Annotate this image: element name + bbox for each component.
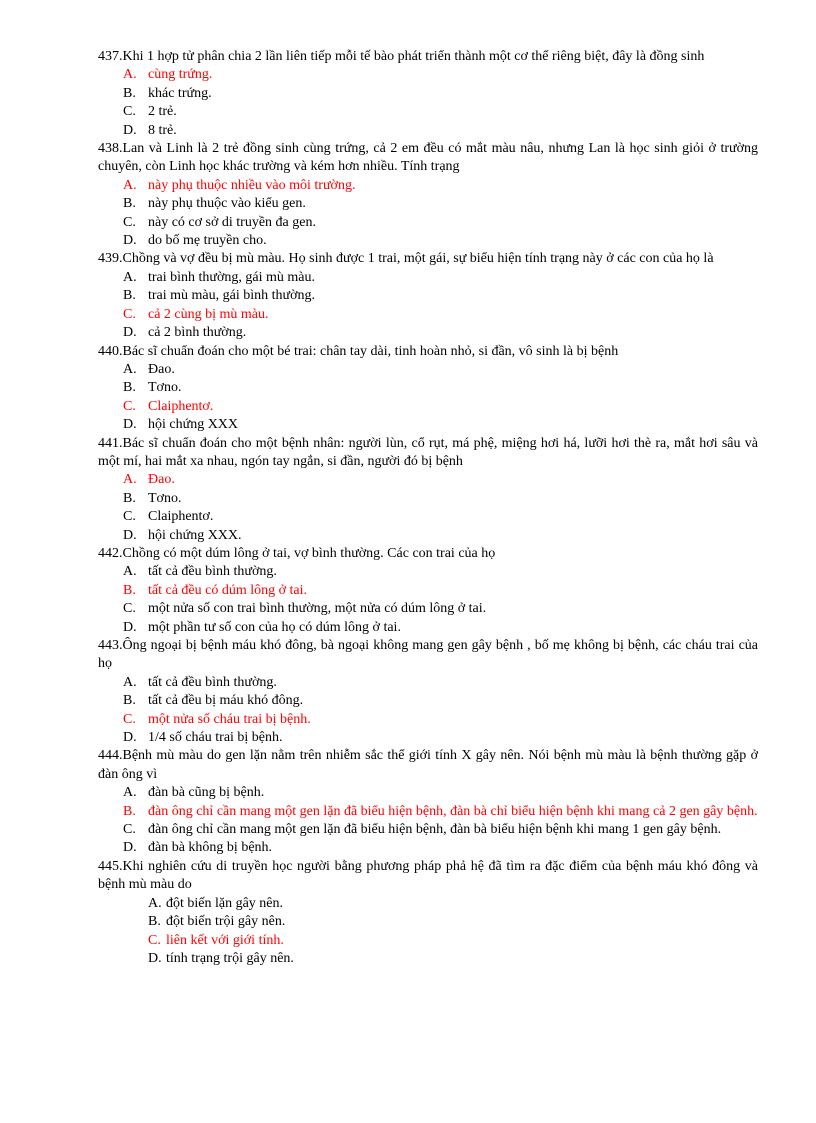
option-text: tất cả đều bình thường. bbox=[148, 674, 277, 690]
option-text: một nửa số con trai bình thường, một nửa có dúm lông ở tai. bbox=[148, 601, 487, 617]
answer-option bbox=[123, 103, 758, 121]
option-text: đàn bà cũng bị bệnh. bbox=[148, 785, 265, 801]
option-text: này phụ thuộc vào kiểu gen. bbox=[148, 196, 306, 212]
answer-option bbox=[123, 563, 758, 581]
answer-option bbox=[123, 508, 758, 526]
answer-option-correct bbox=[148, 932, 758, 950]
answer-option bbox=[123, 287, 758, 305]
question-block bbox=[98, 250, 758, 342]
answer-option bbox=[123, 619, 758, 637]
answer-option bbox=[123, 784, 758, 802]
answer-option-correct bbox=[123, 177, 758, 195]
option-label: B. bbox=[123, 380, 136, 396]
option-label: B. bbox=[123, 582, 136, 598]
option-text: Tơno. bbox=[148, 490, 182, 506]
answer-option-correct bbox=[123, 582, 758, 600]
answer-option bbox=[123, 600, 758, 618]
option-text: một phần tư số con của họ có dúm lông ở tai. bbox=[148, 619, 401, 635]
answer-option bbox=[123, 821, 758, 839]
option-label: A. bbox=[123, 177, 137, 193]
option-text: trai bình thường, gái mù màu. bbox=[148, 269, 316, 285]
question-block bbox=[98, 435, 758, 545]
option-label: C. bbox=[123, 601, 136, 617]
option-text: tính trạng trội gây nên. bbox=[166, 950, 294, 966]
option-text: cả 2 cùng bị mù màu. bbox=[148, 306, 269, 322]
option-text: đột biến lặn gây nên. bbox=[166, 895, 284, 911]
option-label: A. bbox=[123, 361, 137, 377]
option-label: A. bbox=[123, 674, 137, 690]
answer-option bbox=[148, 895, 758, 913]
option-text: 2 trẻ. bbox=[148, 104, 177, 120]
option-text: hội chứng XXX. bbox=[148, 527, 242, 543]
option-text: một nửa số cháu trai bị bệnh. bbox=[148, 711, 311, 727]
question-text: 443.Ông ngoại bị bệnh máu khó đông, bà ngoại không mang gen gây bệnh , bố mẹ không bị bệnh, các cháu trai của họ bbox=[98, 638, 758, 672]
option-label: C. bbox=[123, 711, 136, 727]
option-text: hội chứng XXX bbox=[148, 417, 239, 433]
question-block bbox=[98, 545, 758, 637]
answer-option bbox=[148, 950, 758, 968]
option-text: này phụ thuộc nhiều vào môi trường. bbox=[148, 177, 356, 193]
answer-option bbox=[123, 232, 758, 250]
option-label: C. bbox=[123, 214, 136, 230]
answer-option bbox=[123, 729, 758, 747]
answer-option bbox=[123, 490, 758, 508]
question-text: 441.Bác sĩ chuẩn đoán cho một bệnh nhân: người lùn, cổ rụt, má phệ, miệng hơi há, lưỡi hơi thè ra, mắt hơi sâu và một mí, hai mắt xa nhau, ngón tay ngắn, si đần, người đó bị bệnh bbox=[98, 435, 758, 469]
option-text: đột biến trội gây nên. bbox=[166, 914, 286, 930]
option-label: C. bbox=[123, 104, 136, 120]
answer-option bbox=[148, 913, 758, 931]
option-label: D. bbox=[123, 233, 137, 249]
answer-option bbox=[123, 324, 758, 342]
option-label: D. bbox=[123, 527, 137, 543]
option-label: C. bbox=[123, 306, 136, 322]
answer-option bbox=[123, 214, 758, 232]
question-text: 437.Khi 1 hợp tử phân chia 2 lần liên tiếp mỗi tế bào phát triển thành một cơ thể riêng biệt, đây là đồng sinh bbox=[98, 49, 705, 64]
option-text: do bố mẹ truyền cho. bbox=[148, 233, 267, 249]
option-label: D. bbox=[148, 950, 162, 966]
question-block bbox=[98, 747, 758, 857]
question-block bbox=[98, 858, 758, 968]
option-text: cùng trứng. bbox=[148, 67, 213, 83]
option-text: đàn bà không bị bệnh. bbox=[148, 840, 273, 856]
option-label: B. bbox=[123, 803, 136, 819]
option-label: B. bbox=[148, 914, 161, 930]
question-text: 445.Khi nghiên cứu di truyền học người bằng phương pháp phả hệ đã tìm ra đặc điểm của bệnh máu khó đông và bệnh mù màu do bbox=[98, 858, 758, 893]
option-label: C. bbox=[148, 932, 161, 948]
option-text: cả 2 bình thường. bbox=[148, 325, 247, 341]
question-text: 444.Bệnh mù màu do gen lặn nằm trên nhiễm sắc thể giới tính X gây nên. Nói bệnh mù màu là bệnh thường gặp ở đàn ông vì bbox=[98, 748, 758, 782]
option-label: A. bbox=[123, 472, 137, 488]
question-text: 442.Chồng có một dúm lông ở tai, vợ bình thường. Các con trai của họ bbox=[98, 545, 496, 561]
question-text: 438.Lan và Linh là 2 trẻ đồng sinh cùng trứng, cả 2 em đều có mắt màu nâu, nhưng Lan là học sinh giỏi ở trường chuyên, còn Linh học khác trường và kém hơn nhiều. Tính trạng bbox=[98, 141, 758, 175]
option-label: D. bbox=[123, 840, 137, 856]
answer-option-correct bbox=[123, 711, 758, 729]
option-text: Claiphentơ. bbox=[148, 398, 214, 414]
answer-option bbox=[123, 527, 758, 545]
option-label: A. bbox=[148, 895, 162, 911]
option-text: trai mù màu, gái bình thường. bbox=[148, 288, 316, 304]
answer-option-correct bbox=[123, 66, 758, 84]
answer-option-correct bbox=[123, 398, 758, 416]
question-block bbox=[98, 140, 758, 250]
answer-option bbox=[123, 195, 758, 213]
option-text: đàn ông chỉ cần mang một gen lặn đã biểu hiện bệnh, đàn bà chỉ biểu hiện bệnh khi mang cả 2 gen gây bệnh. bbox=[148, 803, 758, 819]
question-text: 439.Chồng và vợ đều bị mù màu. Họ sinh được 1 trai, một gái, sự biểu hiện tính trạng này ở các con của họ là bbox=[98, 251, 714, 267]
option-label: C. bbox=[123, 822, 136, 838]
answer-option bbox=[123, 692, 758, 710]
answer-option bbox=[123, 122, 758, 140]
option-text: Đao. bbox=[148, 361, 175, 377]
option-text: Tơno. bbox=[148, 380, 182, 396]
option-label: D. bbox=[123, 122, 137, 138]
option-text: 1/4 số cháu trai bị bệnh. bbox=[148, 730, 283, 746]
option-label: B. bbox=[123, 85, 136, 101]
option-label: B. bbox=[123, 196, 136, 212]
option-label: D. bbox=[123, 619, 137, 635]
option-text: này có cơ sở di truyền đa gen. bbox=[148, 214, 316, 230]
answer-option bbox=[123, 839, 758, 857]
option-text: Đao. bbox=[148, 472, 175, 488]
option-label: B. bbox=[123, 693, 136, 709]
option-label: D. bbox=[123, 325, 137, 341]
answer-option bbox=[123, 416, 758, 434]
answer-option-correct bbox=[123, 471, 758, 489]
option-text: 8 trẻ. bbox=[148, 122, 177, 138]
option-label: A. bbox=[123, 564, 137, 580]
question-block bbox=[98, 48, 758, 140]
document-page bbox=[98, 48, 758, 968]
answer-option-correct bbox=[123, 306, 758, 324]
answer-option bbox=[123, 674, 758, 692]
answer-option bbox=[123, 269, 758, 287]
question-text: 440.Bác sĩ chuẩn đoán cho một bé trai: chân tay dài, tinh hoàn nhỏ, si đần, vô sinh là bị bệnh bbox=[98, 343, 619, 359]
option-text: tất cả đều có dúm lông ở tai. bbox=[148, 582, 308, 598]
option-label: D. bbox=[123, 417, 137, 433]
option-text: Claiphentơ. bbox=[148, 509, 214, 525]
option-text: liên kết với giới tính. bbox=[166, 932, 284, 948]
option-label: A. bbox=[123, 269, 137, 285]
option-text: tất cả đều bị máu khó đông. bbox=[148, 693, 304, 709]
answer-option-correct bbox=[123, 803, 758, 821]
option-label: D. bbox=[123, 730, 137, 746]
option-label: C. bbox=[123, 509, 136, 525]
answer-option bbox=[123, 85, 758, 103]
option-label: C. bbox=[123, 398, 136, 414]
option-text: tất cả đều bình thường. bbox=[148, 564, 277, 580]
option-label: A. bbox=[123, 67, 137, 83]
answer-option bbox=[123, 361, 758, 379]
question-block bbox=[98, 637, 758, 747]
option-text: đàn ông chỉ cần mang một gen lặn đã biểu hiện bệnh, đàn bà biểu hiện bệnh khi mang 1 gen gây bệnh. bbox=[148, 822, 722, 838]
option-label: B. bbox=[123, 288, 136, 304]
question-block bbox=[98, 343, 758, 435]
option-label: A. bbox=[123, 785, 137, 801]
answer-option bbox=[123, 379, 758, 397]
option-label: B. bbox=[123, 490, 136, 506]
option-text: khác trứng. bbox=[148, 85, 212, 101]
